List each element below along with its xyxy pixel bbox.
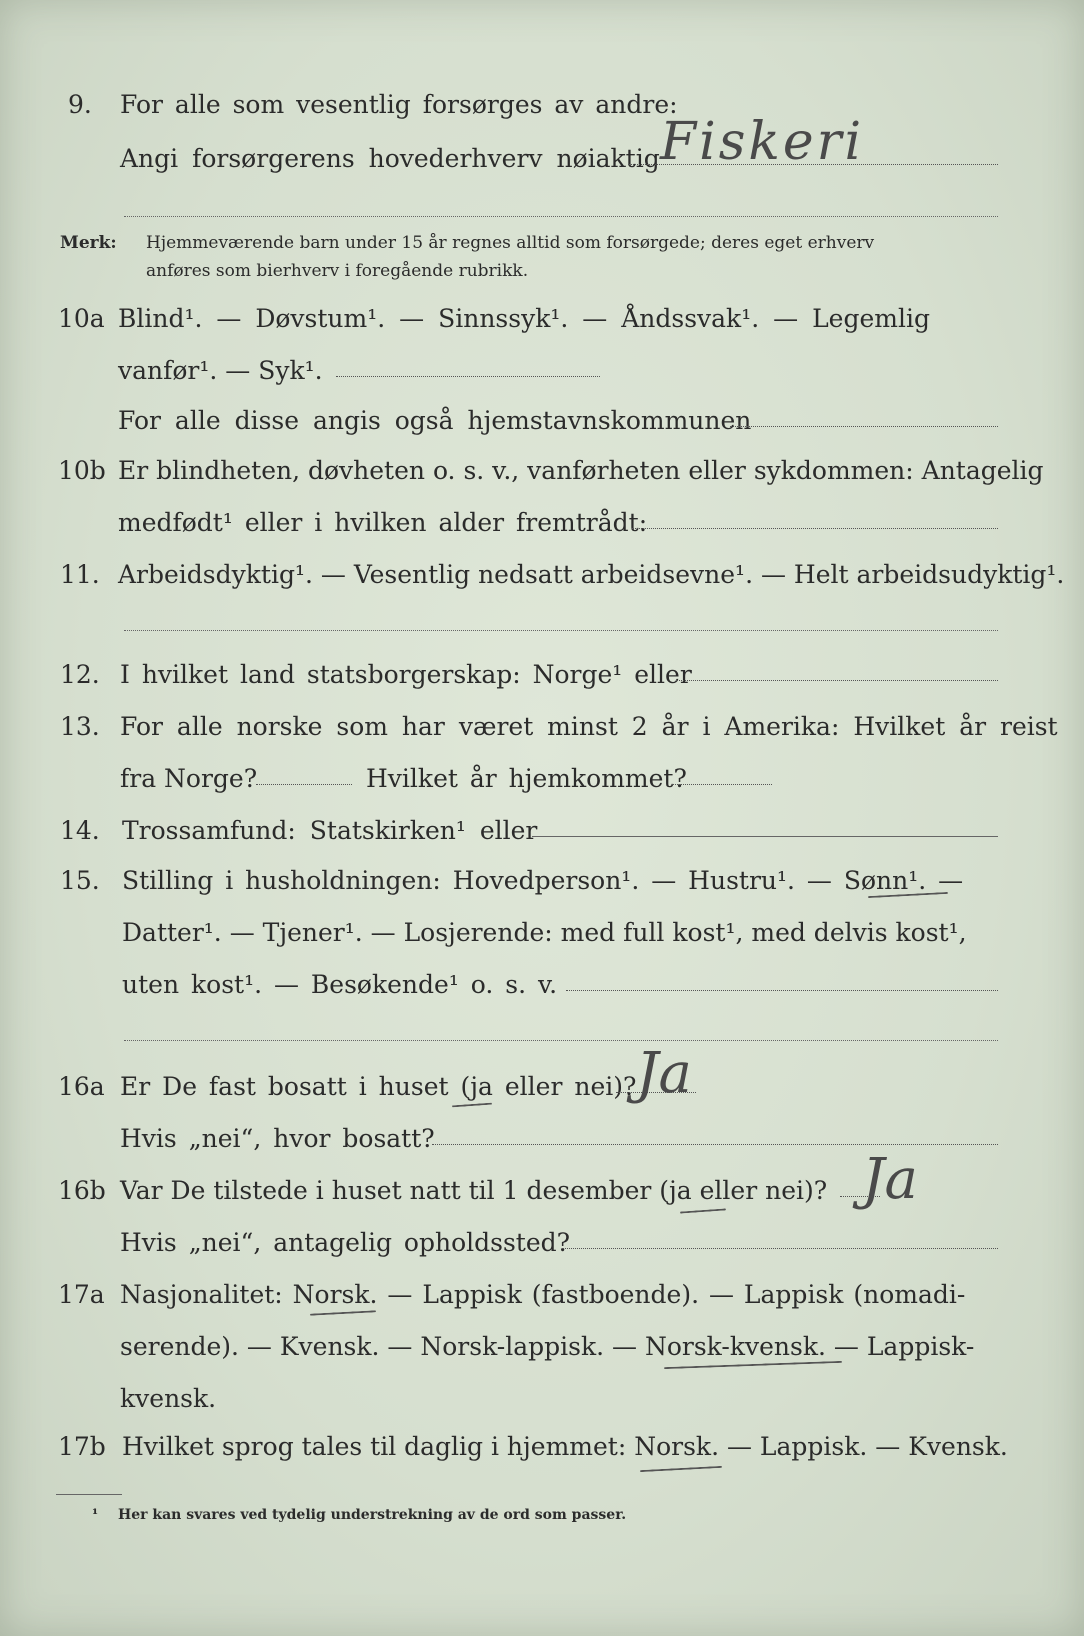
q17a-line3: kvensk. [120,1384,217,1413]
q13-reist-line [256,784,352,785]
q10a-line3: For alle disse angis også hjemstavnskommunen [118,406,752,435]
q15-number: 15. [60,866,100,895]
q12-line1: I hvilket land statsborgerskap: Norge¹ eller [120,660,692,689]
q13-line2b: Hvilket år hjemkommet? [366,764,687,793]
q16b-number: 16b [58,1176,106,1205]
footnote-separator [56,1494,122,1495]
q16a-number: 16a [58,1072,105,1101]
q13-line1: For alle norske som har været minst 2 år i Amerika: Hvilket år reist [120,712,1058,741]
q10b-answer-line [632,528,998,529]
footnote-mark: ¹ [92,1507,99,1523]
q10a-syk-line [336,376,600,377]
q17b-norsk-underline [640,1466,722,1472]
q10a-number: 10a [58,304,105,333]
merk-label: Merk: [60,233,117,253]
q9-number: 9. [68,90,92,119]
q13-hjemkommet-line [672,784,772,785]
q15-line2: Datter¹. — Tjener¹. — Losjerende: med full kost¹, med delvis kost¹, [122,918,967,947]
q16a-line2: Hvis „nei“, hvor bosatt? [120,1124,435,1153]
q14-number: 14. [60,816,100,845]
q15-line1: Stilling i husholdningen: Hovedperson¹. — Hustru¹. — Sønn¹. — [122,866,964,895]
q11-extra-line [124,630,998,631]
q11-number: 11. [60,560,100,589]
q17a-norsk-kvensk-underline [664,1361,842,1369]
q9-line2: Angi forsørgerens hovederhverv nøiaktig [120,144,660,173]
q15-extra-line [124,1040,998,1041]
q17a-number: 17a [58,1280,105,1309]
q17a-norsk-underline [310,1310,376,1315]
q10b-number: 10b [58,456,106,485]
q17a-line1: Nasjonalitet: Norsk. — Lappisk (fastboende). — Lappisk (nomadi- [120,1280,966,1309]
q16a-handwritten-answer: Ja [636,1041,692,1106]
q16a-line1: Er De fast bosatt i huset (ja eller nei)? [120,1072,637,1101]
q16b-opholdssted-line [562,1248,998,1249]
q13-number: 13. [60,712,100,741]
q16a-bosatt-line [432,1144,998,1145]
q10a-line2: vanfør¹. — Syk¹. [118,356,323,385]
q17b-line1: Hvilket sprog tales til daglig i hjemmet: Norsk. — Lappisk. — Kvensk. [122,1432,1008,1461]
q9-line1: For alle som vesentlig forsørges av andre: [120,90,678,119]
merk-line1: Hjemmeværende barn under 15 år regnes alltid som forsørgede; deres eget erhverv [146,233,875,253]
q9-handwritten-answer: Fiskeri [660,112,865,172]
q10a-kommune-line [730,426,998,427]
q16b-line1: Var De tilstede i huset natt til 1 desember (ja eller nei)? [120,1176,828,1205]
q10b-line1: Er blindheten, døvheten o. s. v., vanførheten eller sykdommen: Antagelig [118,456,1044,485]
q9-extra-line [124,216,998,217]
q14-line1: Trossamfund: Statskirken¹ eller [122,816,538,845]
footnote-text: Her kan svares ved tydelig understrekning av de ord som passer. [118,1507,627,1523]
merk-line2: anføres som bierhverv i foregående rubrikk. [146,261,529,281]
q12-answer-line [676,680,998,681]
q14-answer-line [532,836,998,837]
q13-line2a: fra Norge? [120,764,258,793]
q16b-handwritten-answer: Ja [862,1147,918,1212]
q11-line1: Arbeidsdyktig¹. — Vesentlig nedsatt arbeidsevne¹. — Helt arbeidsudyktig¹. [118,560,1065,589]
q15-line3: uten kost¹. — Besøkende¹ o. s. v. [122,970,558,999]
q10a-line1: Blind¹. — Døvstum¹. — Sinnssyk¹. — Åndssvak¹. — Legemlig [118,304,930,333]
q10b-line2: medfødt¹ eller i hvilken alder fremtrådt: [118,508,648,537]
q16b-line2: Hvis „nei“, antagelig opholdssted? [120,1228,571,1257]
q12-number: 12. [60,660,100,689]
q16a-ja-underline [452,1103,492,1108]
q15-answer-line [566,990,998,991]
q16b-ja-underline [680,1208,726,1213]
q17a-line2: serende). — Kvensk. — Norsk-lappisk. — Norsk-kvensk. — Lappisk- [120,1332,975,1361]
q17b-number: 17b [58,1432,106,1461]
